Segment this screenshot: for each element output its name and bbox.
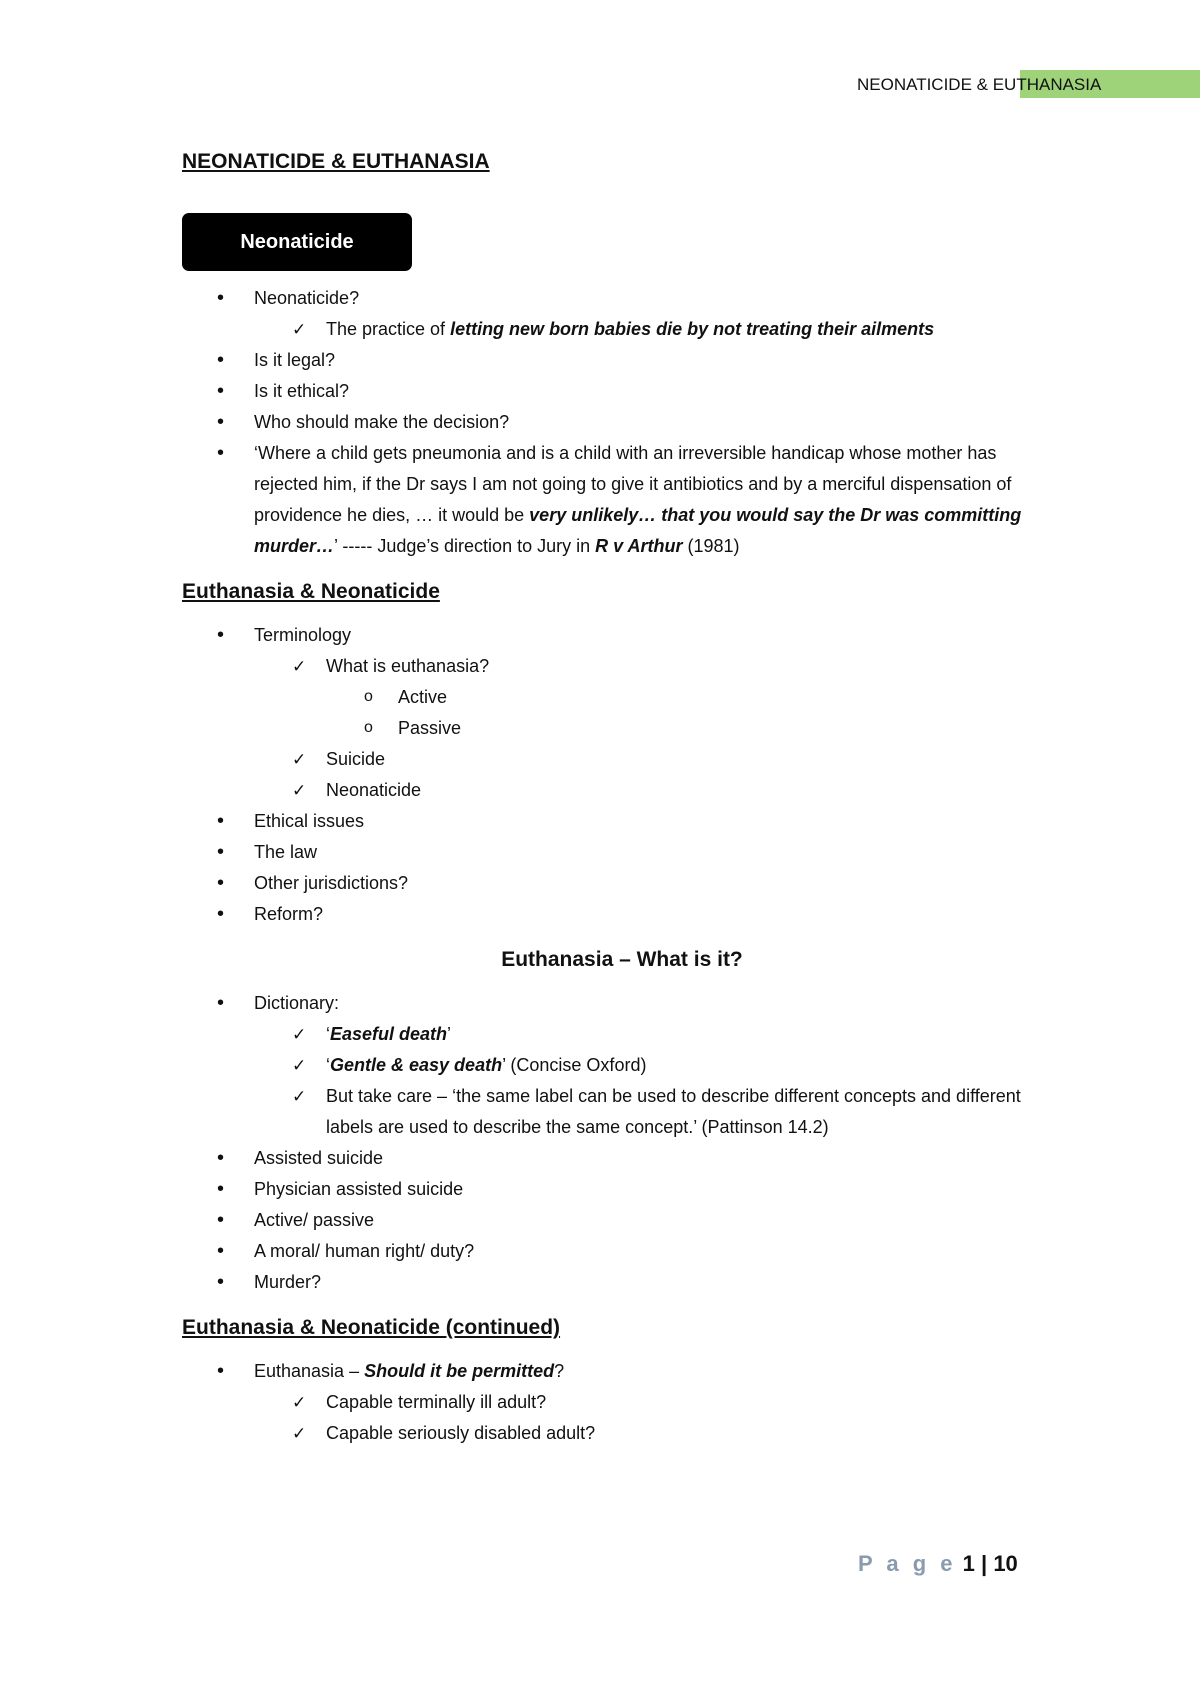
list-item: • Ethical issues [182,806,1062,837]
section-box-neonaticide [182,213,412,271]
list-item: • Terminology ✓ What is euthanasia? o Active o Passive ✓ Suicide ✓ Neonaticide [182,620,1062,806]
section-box-label: Neonaticide [240,230,354,253]
check-item: ✓ Neonaticide [254,775,1062,806]
check-item: ✓ But take care – ‘the same label can be used to describe different concepts and different labels are used to describe the same concept.’ (Pattinson 14.2) [254,1081,1062,1143]
section-heading-what-is-it: Euthanasia – What is it? [501,948,743,971]
list-item: • Dictionary: ✓ ‘Easeful death’ ✓ ‘Gentle & easy death’ (Concise Oxford) ✓ But take care – ‘the same label can be used to describe different concepts and different labels are used to describe the same concept.’ (Pattinson 14.2) [182,988,1062,1143]
check-item: ✓ ‘Gentle & easy death’ (Concise Oxford) [254,1050,1062,1081]
list-item: • Is it ethical? [182,376,1062,407]
permitted-list [182,1356,1062,1449]
sub-list [254,1387,1062,1449]
page-number [858,1551,1018,1577]
list-item: • Euthanasia – Should it be permitted? ✓ Capable terminally ill adult? ✓ Capable seriously disabled adult? [182,1356,1062,1449]
list-item: • Reform? [182,899,1062,930]
list-item: • Physician assisted suicide [182,1174,1062,1205]
page-label: P a g e [858,1551,957,1576]
list-item: • The law [182,837,1062,868]
terminology-list [182,620,1062,930]
circle-item: o Passive [326,713,1062,744]
section-heading-euthanasia-neonaticide: Euthanasia & Neonaticide [182,580,440,603]
list-item: • Active/ passive [182,1205,1062,1236]
check-item: ✓ Capable seriously disabled adult? [254,1418,1062,1449]
document-body [182,147,1062,1449]
running-header: NEONATICIDE & EUTHANASIA [857,75,1102,94]
sub-list [254,651,1062,806]
circle-item: o Active [326,682,1062,713]
quote-item: • ‘Where a child gets pneumonia and is a child with an irreversible handicap whose mother has rejected him, if the Dr says I am not going to give it antibiotics and by a merciful dispensation of providence he dies, … it would be very unlikely… that you would say the Dr was committing murder…’ ----- Judge’s direction to Jury in R v Arthur (1981) [182,438,1062,562]
page-total: 10 [993,1551,1018,1576]
check-item: ✓ What is euthanasia? o Active o Passive [254,651,1062,744]
list-item: • Is it legal? [182,345,1062,376]
list-item: • Who should make the decision? [182,407,1062,438]
section-heading-continued: Euthanasia & Neonaticide (continued) [182,1316,561,1339]
page-current: 1 [962,1551,975,1576]
list-item: • A moral/ human right/ duty? [182,1236,1062,1267]
sub-sub-list [326,682,1062,744]
list-item: • Neonaticide? ✓ The practice of letting new born babies die by not treating their ailments [182,283,1062,345]
check-item: ✓ The practice of letting new born babies die by not treating their ailments [254,314,1062,345]
definition-list [182,988,1062,1298]
check-item: ✓ Capable terminally ill adult? [254,1387,1062,1418]
list-item: • Assisted suicide [182,1143,1062,1174]
list-item: • Murder? [182,1267,1062,1298]
list-item: • Other jurisdictions? [182,868,1062,899]
check-item: ✓ Suicide [254,744,1062,775]
sub-list [254,314,1062,345]
page-separator: | [981,1551,988,1576]
sub-list [254,1019,1062,1143]
neonaticide-list [182,283,1062,562]
check-item: ✓ ‘Easeful death’ [254,1019,1062,1050]
document-title: NEONATICIDE & EUTHANASIA [182,150,490,173]
